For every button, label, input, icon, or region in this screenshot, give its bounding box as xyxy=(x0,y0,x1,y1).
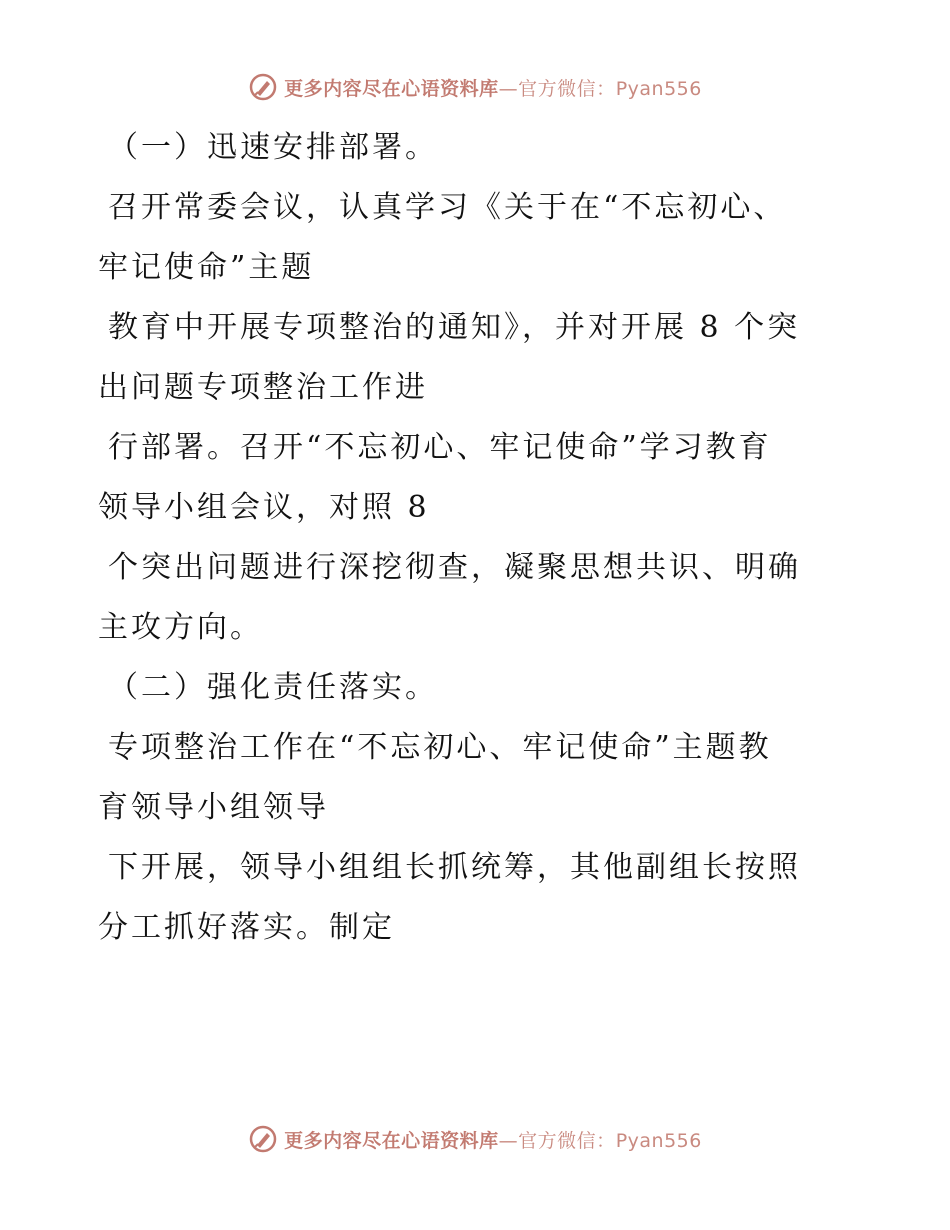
pen-logo-icon xyxy=(248,72,278,102)
pen-logo-icon xyxy=(248,1124,278,1154)
paragraph-line: 教育中开展专项整治的通知》，并对开展 8 个突 xyxy=(108,310,801,345)
watermark-text: 更多内容尽在心语资料库—官方微信：Pyan556 xyxy=(284,77,702,100)
paragraph-line: 分工抓好落实。制定 xyxy=(98,910,395,945)
paragraph-line: 个突出问题进行深挖彻查，凝聚思想共识、明确 xyxy=(108,550,801,585)
paragraph-line: 专项整治工作在“不忘初心、牢记使命”主题教 xyxy=(108,730,772,765)
header-watermark xyxy=(0,72,950,102)
paragraph-line: 主攻方向。 xyxy=(98,610,263,645)
section-heading-1: （一）迅速安排部署。 xyxy=(108,130,438,165)
paragraph-line: 召开常委会议，认真学习《关于在“不忘初心、 xyxy=(108,190,787,225)
paragraph-line: 牢记使命”主题 xyxy=(98,250,315,285)
paragraph-line: 行部署。召开“不忘初心、牢记使命”学习教育 xyxy=(108,430,772,465)
section-heading-2: （二）强化责任落实。 xyxy=(108,670,438,705)
footer-watermark xyxy=(0,1124,950,1154)
paragraph-line: 育领导小组领导 xyxy=(98,790,329,825)
paragraph-line: 领导小组会议，对照 8 xyxy=(98,490,430,525)
paragraph-line: 下开展，领导小组组长抓统筹，其他副组长按照 xyxy=(108,850,801,885)
document-body xyxy=(98,118,858,958)
paragraph-line: 出问题专项整治工作进 xyxy=(98,370,428,405)
watermark-text: 更多内容尽在心语资料库—官方微信：Pyan556 xyxy=(284,1129,702,1152)
